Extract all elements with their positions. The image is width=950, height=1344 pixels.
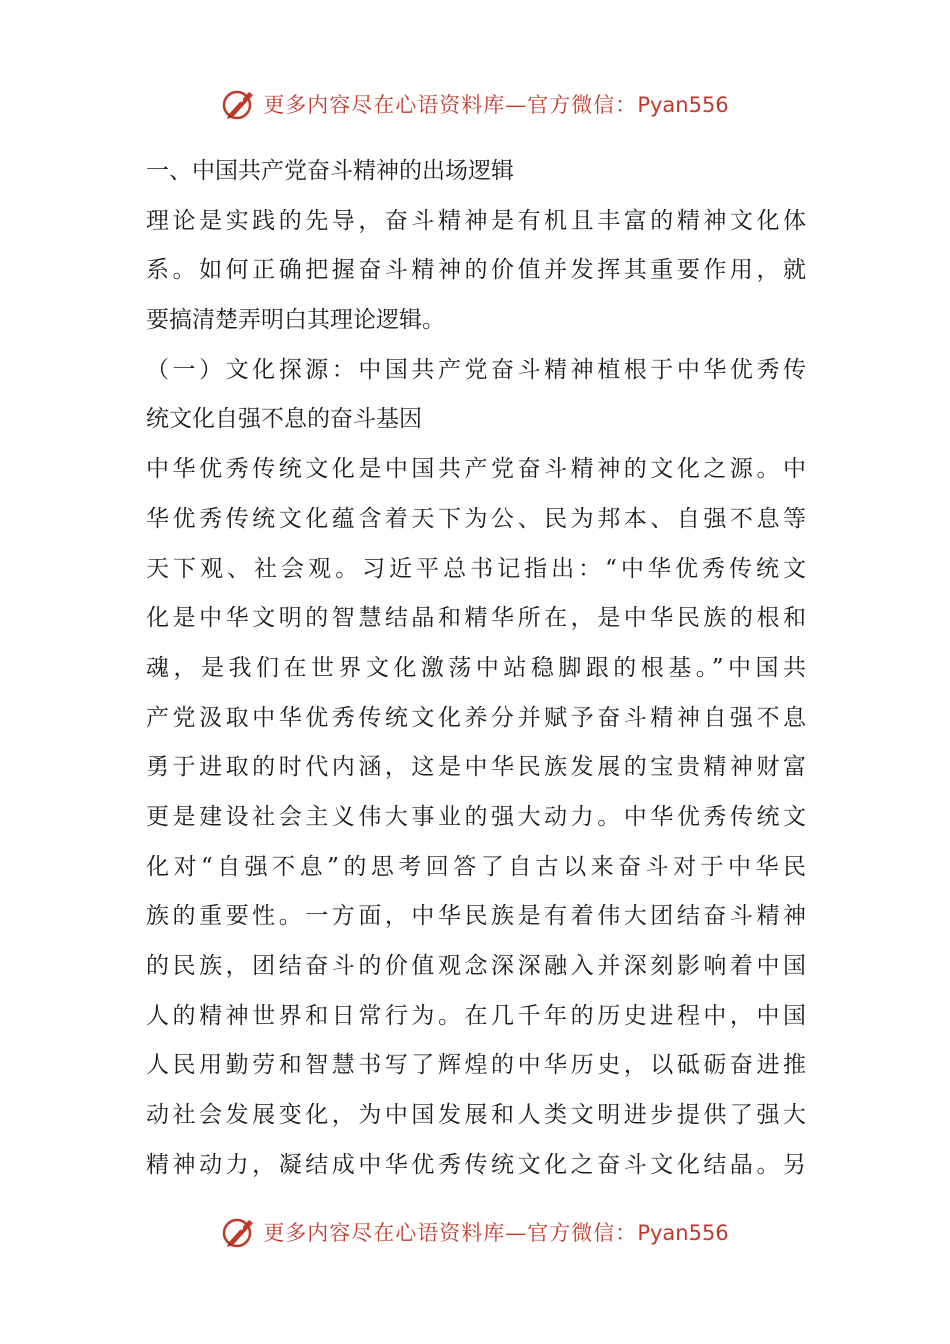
paragraph-line: 理论是实践的先导，奋斗精神是有机且丰富的精神文化体 — [146, 207, 806, 234]
pen-logo-icon — [221, 86, 257, 122]
paragraph-line: 更是建设社会主义伟大事业的强大动力。中华优秀传统文 — [146, 803, 806, 830]
banner-text — [263, 89, 728, 119]
document-body — [146, 147, 806, 1190]
subsection-heading-line: 统文化自强不息的奋斗基因 — [146, 406, 422, 433]
paragraph-line: 魂，是我们在世界文化激荡中站稳脚跟的根基。”中国共 — [146, 654, 806, 681]
banner-label: 更多内容尽在心语资料库—官方微信： — [263, 1221, 638, 1245]
section-heading: 一、中国共产党奋斗精神的出场逻辑 — [146, 158, 514, 184]
header-banner — [0, 80, 950, 128]
footer-banner — [0, 1208, 950, 1256]
paragraph-line: 化对“自强不息”的思考回答了自古以来奋斗对于中华民 — [146, 853, 806, 880]
paragraph-line: 要搞清楚弄明白其理论逻辑。 — [146, 307, 445, 334]
paragraph-line: 产党汲取中华优秀传统文化养分并赋予奋斗精神自强不息 — [146, 704, 806, 731]
paragraph-line: 华优秀传统文化蕴含着天下为公、民为邦本、自强不息等 — [146, 505, 806, 532]
paragraph-line: 的民族，团结奋斗的价值观念深深融入并深刻影响着中国 — [146, 953, 806, 979]
banner-wechat-id: Pyan556 — [637, 1221, 729, 1245]
paragraph-line: 天下观、社会观。习近平总书记指出：“中华优秀传统文 — [146, 555, 806, 582]
paragraph-line: 人的精神世界和日常行为。在几千年的历史进程中，中国 — [146, 1002, 806, 1029]
banner-label: 更多内容尽在心语资料库—官方微信： — [263, 93, 638, 117]
pen-logo-icon — [221, 1214, 257, 1250]
paragraph-line: 族的重要性。一方面，中华民族是有着伟大团结奋斗精神 — [146, 903, 806, 930]
paragraph-line: 人民用勤劳和智慧书写了辉煌的中华历史，以砥砺奋进推 — [146, 1052, 806, 1079]
paragraph-line: 化是中华文明的智慧结晶和精华所在，是中华民族的根和 — [146, 605, 806, 632]
paragraph-line: 中华优秀传统文化是中国共产党奋斗精神的文化之源。中 — [146, 456, 806, 483]
paragraph-line: 勇于进取的时代内涵，这是中华民族发展的宝贵精神财富 — [146, 754, 806, 781]
paragraph-line: 动社会发展变化，为中国发展和人类文明进步提供了强大 — [146, 1102, 806, 1129]
banner-wechat-id: Pyan556 — [637, 93, 729, 117]
paragraph-line: 系。如何正确把握奋斗精神的价值并发挥其重要作用，就 — [146, 257, 806, 284]
banner-text — [263, 1217, 728, 1247]
subsection-heading-line: （一）文化探源：中国共产党奋斗精神植根于中华优秀传 — [146, 356, 806, 383]
paragraph-line: 精神动力，凝结成中华优秀传统文化之奋斗文化结晶。另 — [146, 1151, 806, 1178]
